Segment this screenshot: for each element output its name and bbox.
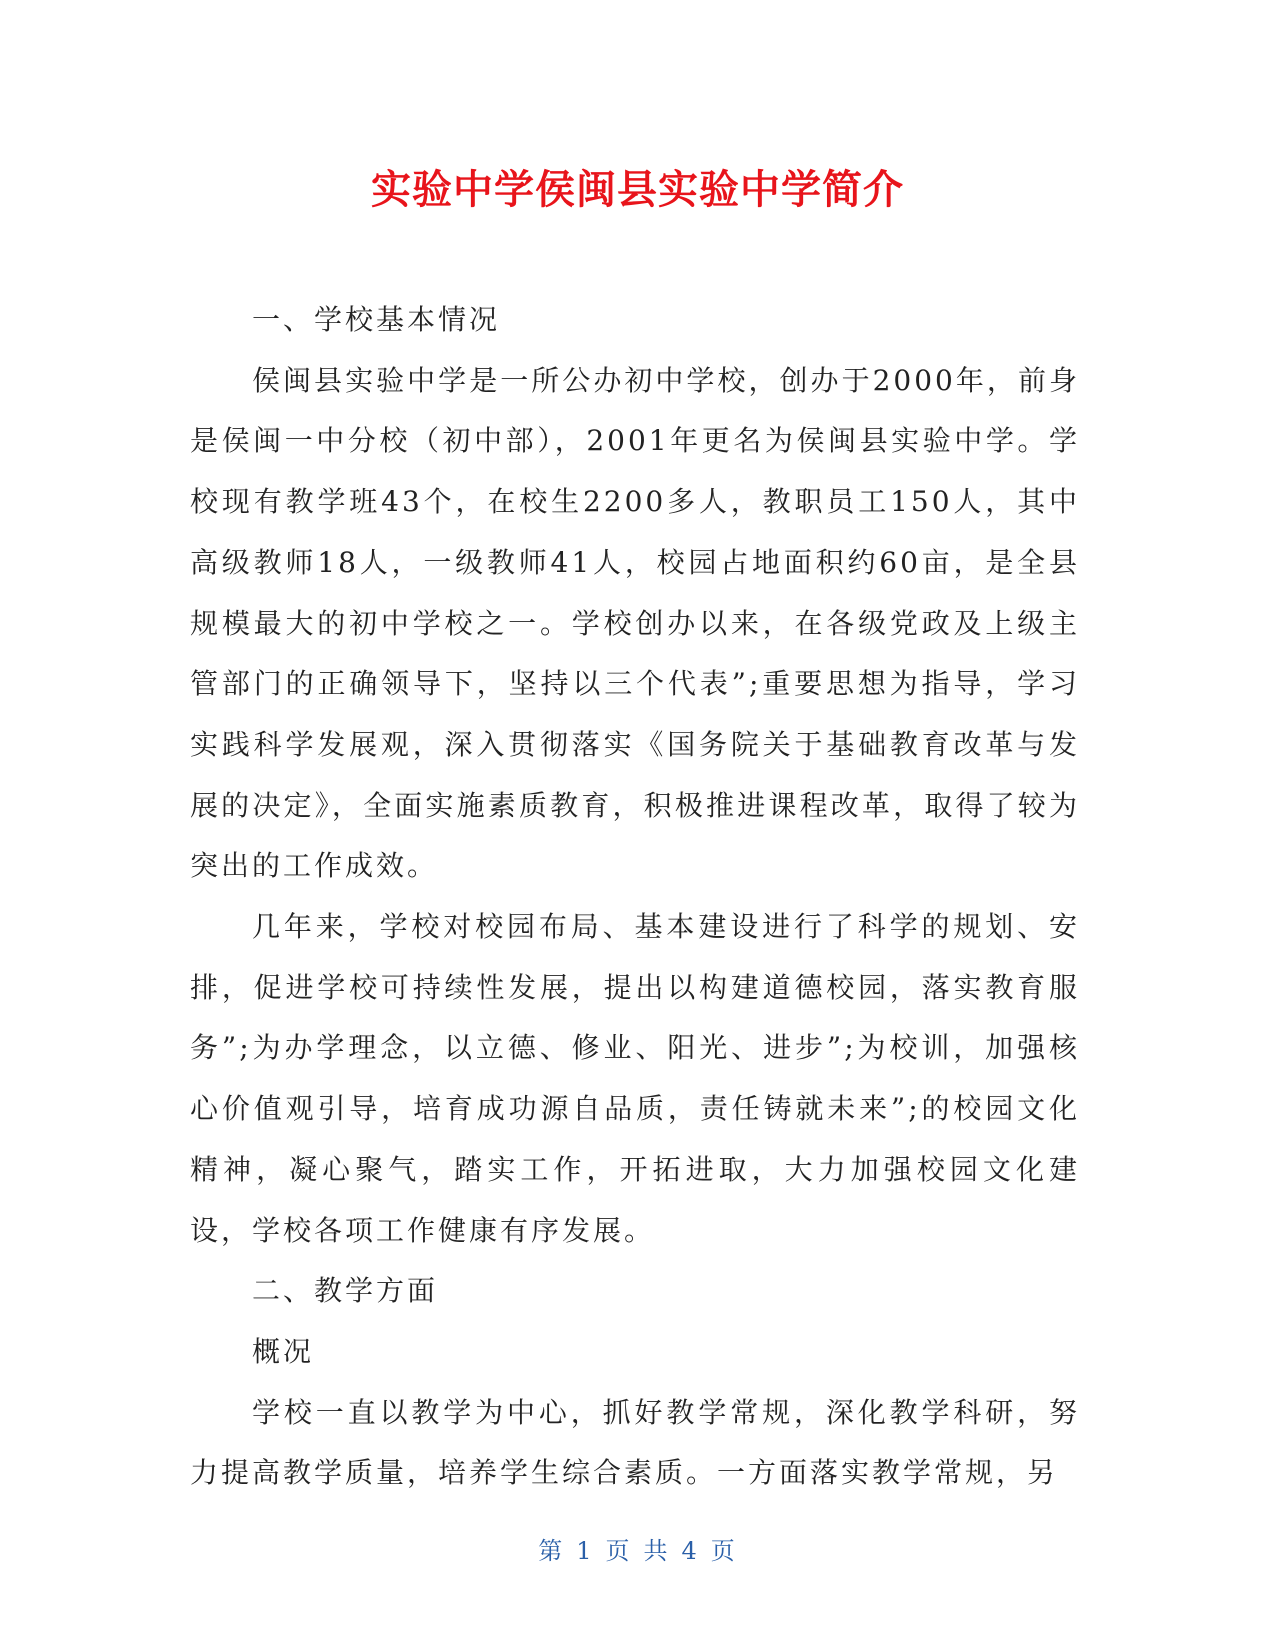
section-heading: 一、学校基本情况 [252,303,501,336]
footer-total-pages: 4 [681,1537,699,1565]
page-footer [0,1535,1275,1567]
footer-total-unit: 页 [710,1537,737,1565]
paragraph: 侯闽县实验中学是一所公办初中学校，创办于2000年，前身是侯闽一中分校（初中部），2001年更名为侯闽县实验中学。学校现有教学班43个，在校生2200多人，教职员工150人，其中高级教师18人，一级教师41人，校园占地面积约60亩，是全县规模最大的初中学校之一。学校创办以来，在各级党政及上级主管部门的正确领导下，坚持以三个代表”;重要思想为指导，学习实践科学发展观，深入贯彻落实《国务院关于基础教育改革与发展的决定》，全面实施素质教育，积极推进课程改革，取得了较为突出的工作成效。 [190,363,1080,883]
footer-page-unit: 页 [605,1537,632,1565]
section-heading: 二、教学方面 [252,1274,439,1308]
document-body [190,290,1080,1504]
footer-current-page: 1 [576,1537,594,1565]
paragraph: 学校一直以教学为中心，抓好教学常规，深化教学科研，努力提高教学质量，培养学生综合素质。一方面落实教学常规，另 [190,1395,1080,1490]
subsection-heading: 概况 [252,1334,315,1368]
footer-page-label: 第 [538,1537,565,1565]
document-title: 实验中学侯闽县实验中学简介 [371,167,904,213]
footer-total-label: 共 [643,1537,670,1565]
paragraph: 几年来，学校对校园布局、基本建设进行了科学的规划、安排，促进学校可持续性发展，提出以构建道德校园，落实教育服务”;为办学理念，以立德、修业、阳光、进步”;为校训，加强核心价值观引导，培育成功源自品质，责任铸就未来”;的校园文化精神，凝心聚气，踏实工作，开拓进取，大力加强校园文化建设，学校各项工作健康有序发展。 [190,910,1080,1247]
